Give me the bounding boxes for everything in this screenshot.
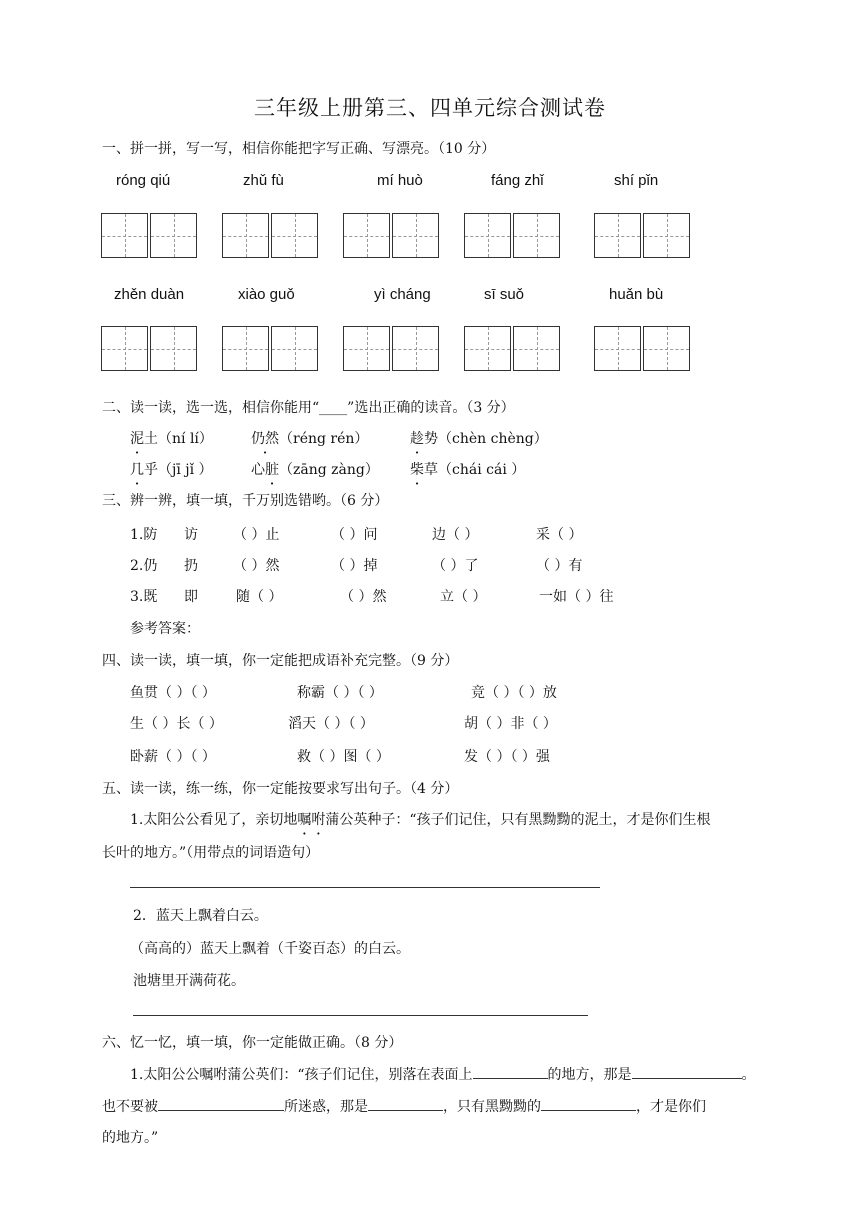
char-pair: 1.防 xyxy=(130,527,158,543)
char-pair: 2.仍 xyxy=(130,558,158,574)
fill-blank-line[interactable] xyxy=(473,1078,548,1079)
recall-line1: 1.太阳公公嘱咐蒲公英们：“孩子们记住，别落在表面上 的地方，那是 。 xyxy=(130,1067,756,1083)
recall-line3: 的地方。” xyxy=(102,1130,159,1146)
answer-line[interactable] xyxy=(130,887,600,888)
char-pair: 即 xyxy=(184,589,198,605)
writing-grid[interactable] xyxy=(594,213,692,258)
q1-text: 1.太阳公公看见了，亲切地嘱咐蒲公英种子：“孩子们记住，只有黑黝黝的泥土，才是你们生根 xyxy=(130,812,711,828)
q2-example: （高高的）蓝天上飘着（千姿百态）的白云。 xyxy=(130,941,410,957)
fill-blank[interactable]: （ ）止 xyxy=(233,527,280,543)
answer-line[interactable] xyxy=(133,1015,588,1016)
pinyin-5: shí pǐn xyxy=(614,172,659,189)
writing-grid[interactable] xyxy=(343,326,441,371)
pinyin-9: sī suǒ xyxy=(484,286,525,303)
writing-grid[interactable] xyxy=(464,213,562,258)
char-pair: 扔 xyxy=(184,558,198,574)
pinyin-8: yì cháng xyxy=(374,286,431,303)
pinyin-3: mí huò xyxy=(377,172,423,189)
pinyin-1: róng qiú xyxy=(116,172,171,189)
writing-grid[interactable] xyxy=(101,213,199,258)
fill-blank[interactable]: （ ）了 xyxy=(432,558,479,574)
reading-item[interactable]: 心脏（zāng zàng） xyxy=(251,462,379,478)
reading-item[interactable]: 泥土（ní lí） xyxy=(130,431,213,447)
fill-blank[interactable]: 立（ ） xyxy=(440,589,487,605)
writing-grid[interactable] xyxy=(464,326,562,371)
idiom-blank[interactable]: 胡（ ）非（ ） xyxy=(464,716,557,732)
char-pair: 访 xyxy=(184,527,198,543)
fill-blank[interactable]: （ ）掉 xyxy=(331,558,378,574)
idiom-blank[interactable]: 鱼贯（ ）（ ） xyxy=(130,685,216,701)
writing-grid[interactable] xyxy=(222,213,320,258)
pinyin-2: zhǔ fù xyxy=(243,172,284,189)
reading-item[interactable]: 仍然（réng rén） xyxy=(251,431,369,447)
writing-grid[interactable] xyxy=(594,326,692,371)
fill-blank[interactable]: 一如（ ）往 xyxy=(539,589,614,605)
idiom-blank[interactable]: 卧薪（ ）（ ） xyxy=(130,749,216,765)
page-title: 三年级上册第三、四单元综合测试卷 xyxy=(254,96,606,120)
reading-item[interactable]: 几乎（jī jǐ ） xyxy=(130,462,213,478)
section3-heading: 三、辨一辨，填一填，千万别选错哟。（6 分） xyxy=(102,493,389,509)
fill-blank-line[interactable] xyxy=(158,1110,284,1111)
writing-grid[interactable] xyxy=(222,326,320,371)
pinyin-6: zhěn duàn xyxy=(114,286,185,303)
q2-text: 2．蓝天上飘着白云。 xyxy=(133,908,268,924)
reading-item[interactable]: 柴草（chái cái ） xyxy=(410,462,526,478)
reference-answer: 参考答案： xyxy=(130,621,200,637)
pinyin-4: fáng zhǐ xyxy=(491,172,544,189)
char-pair: 3.既 xyxy=(130,589,158,605)
idiom-blank[interactable]: 滔天（ ）（ ） xyxy=(288,716,374,732)
writing-grid[interactable] xyxy=(343,213,441,258)
fill-blank[interactable]: 边（ ） xyxy=(432,527,479,543)
fill-blank-line[interactable] xyxy=(632,1078,742,1079)
idiom-blank[interactable]: 救（ ）图（ ） xyxy=(297,749,390,765)
section6-heading: 六、忆一忆，填一填，你一定能做正确。（8 分） xyxy=(102,1035,403,1051)
fill-blank-line[interactable] xyxy=(368,1110,443,1111)
q2-task: 池塘里开满荷花。 xyxy=(133,973,245,989)
section2-heading: 二、读一读，选一选，相信你能用“____”选出正确的读音。（3 分） xyxy=(102,400,515,416)
dotted-word: 嘱咐 xyxy=(297,812,326,828)
pinyin-7: xiào guǒ xyxy=(238,286,295,303)
fill-blank[interactable]: （ ）然 xyxy=(340,589,387,605)
idiom-blank[interactable]: 生（ ）长（ ） xyxy=(130,716,223,732)
fill-blank-line[interactable] xyxy=(541,1110,636,1111)
fill-blank[interactable]: 采（ ） xyxy=(536,527,583,543)
fill-blank[interactable]: （ ）有 xyxy=(536,558,583,574)
section5-heading: 五、读一读，练一练，你一定能按要求写出句子。（4 分） xyxy=(102,781,459,797)
q1-text-line2: 长叶的地方。”（用带点的词语造句） xyxy=(102,845,320,861)
idiom-blank[interactable]: 竞（ ）（ ）放 xyxy=(471,685,557,701)
fill-blank[interactable]: （ ）问 xyxy=(331,527,378,543)
section4-heading: 四、读一读，填一填，你一定能把成语补充完整。（9 分） xyxy=(102,653,459,669)
fill-blank[interactable]: （ ）然 xyxy=(233,558,280,574)
reading-item[interactable]: 趁势（chèn chèng） xyxy=(410,431,548,447)
idiom-blank[interactable]: 称霸（ ）（ ） xyxy=(297,685,383,701)
idiom-blank[interactable]: 发（ ）（ ）强 xyxy=(464,749,550,765)
writing-grid[interactable] xyxy=(101,326,199,371)
recall-line2: 也不要被 所迷惑，那是 ，只有黑黝黝的 ，才是你们 xyxy=(102,1099,706,1115)
pinyin-10: huǎn bù xyxy=(609,286,664,303)
section1-heading: 一、拼一拼，写一写，相信你能把字写正确、写漂亮。（10 分） xyxy=(102,141,496,157)
fill-blank[interactable]: 随（ ） xyxy=(236,589,283,605)
